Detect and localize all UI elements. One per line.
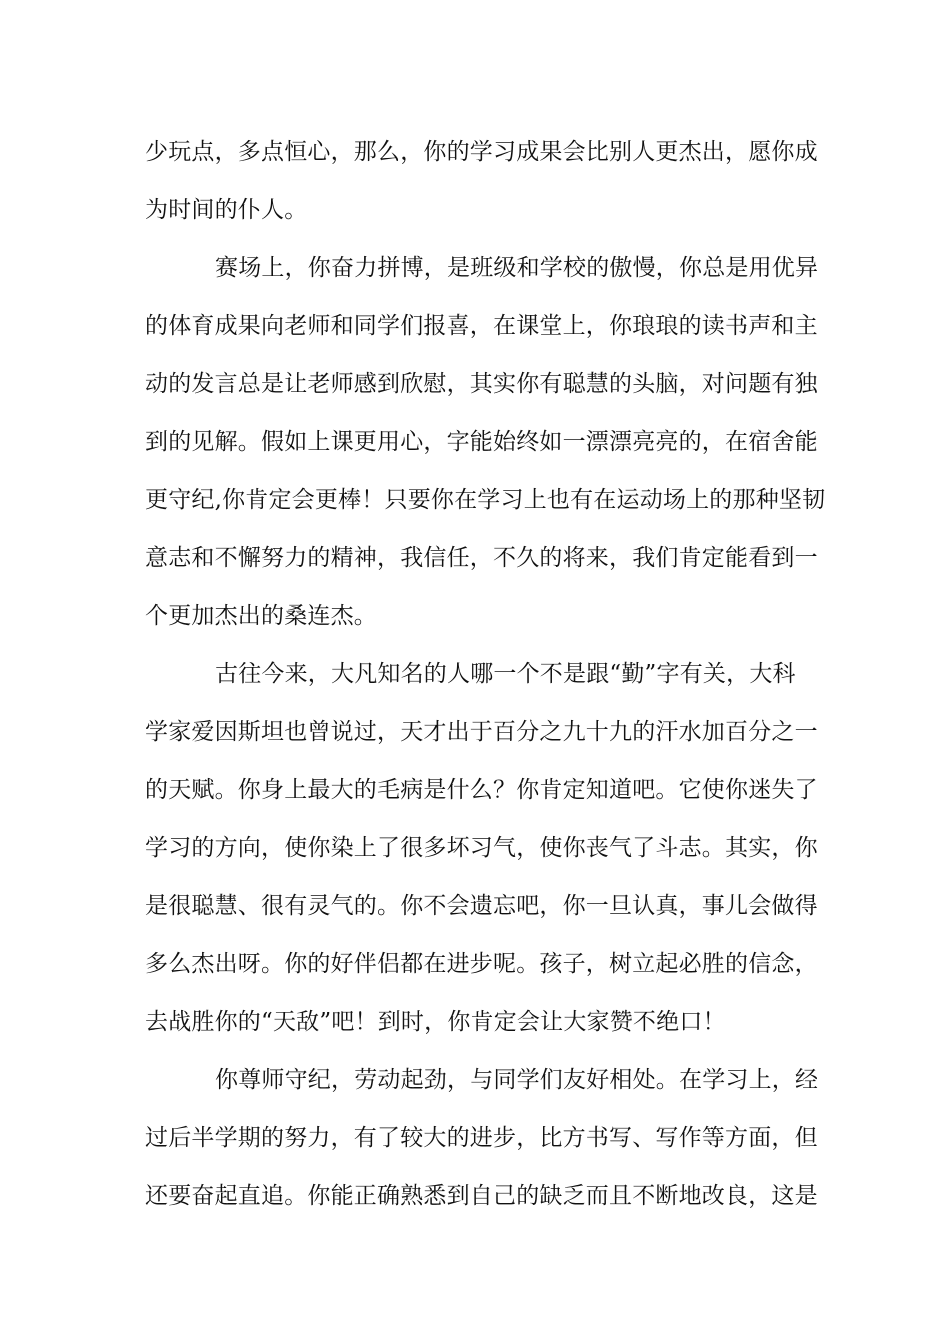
paragraph-first-line: 你尊师守纪，劳动起劲，与同学们友好相处。在学习上，经 xyxy=(215,1067,819,1093)
text-line: 多么杰出呀。你的好伴侣都在进步呢。孩子，树立起必胜的信念， xyxy=(145,951,818,977)
text-line: 还要奋起直追。你能正确熟悉到自己的缺乏而且不断地改良，这是 xyxy=(145,1183,818,1209)
text-line: 意志和不懈努力的精神，我信任，不久的将来，我们肯定能看到一 xyxy=(145,545,818,571)
text-line: 学家爱因斯坦也曾说过，天才出于百分之九十九的汗水加百分之一 xyxy=(145,719,818,745)
text-line: 更守纪,你肯定会更棒！只要你在学习上也有在运动场上的那种坚韧 xyxy=(145,487,826,513)
text-line: 去战胜你的“天敌”吧！到时，你肯定会让大家赞不绝口！ xyxy=(145,1009,726,1035)
text-line: 少玩点，多点恒心，那么，你的学习成果会比别人更杰出，愿你成 xyxy=(145,139,818,165)
text-line: 的天赋。你身上最大的毛病是什么？你肯定知道吧。它使你迷失了 xyxy=(145,777,818,803)
text-line: 是很聪慧、很有灵气的。你不会遗忘吧，你一旦认真，事儿会做得 xyxy=(145,893,818,919)
body-text xyxy=(145,128,826,1230)
text-line: 个更加杰出的桑连杰。 xyxy=(145,603,377,629)
text-line: 为时间的仆人。 xyxy=(145,197,308,223)
text-line: 学习的方向，使你染上了很多坏习气，使你丧气了斗志。其实，你 xyxy=(145,835,818,861)
paragraph-first-line: 赛场上，你奋力拼博，是班级和学校的傲慢，你总是用优异 xyxy=(215,255,819,281)
text-line: 到的见解。假如上课更用心，字能始终如一漂漂亮亮的，在宿舍能 xyxy=(145,429,818,455)
text-line: 过后半学期的努力，有了较大的进步，比方书写、写作等方面，但 xyxy=(145,1125,818,1151)
text-line: 的体育成果向老师和同学们报喜，在课堂上，你琅琅的读书声和主 xyxy=(145,313,818,339)
text-line: 动的发言总是让老师感到欣慰，其实你有聪慧的头脑，对问题有独 xyxy=(145,371,818,397)
paragraph-first-line: 古往今来，大凡知名的人哪一个不是跟“勤”字有关，大科 xyxy=(215,661,796,687)
